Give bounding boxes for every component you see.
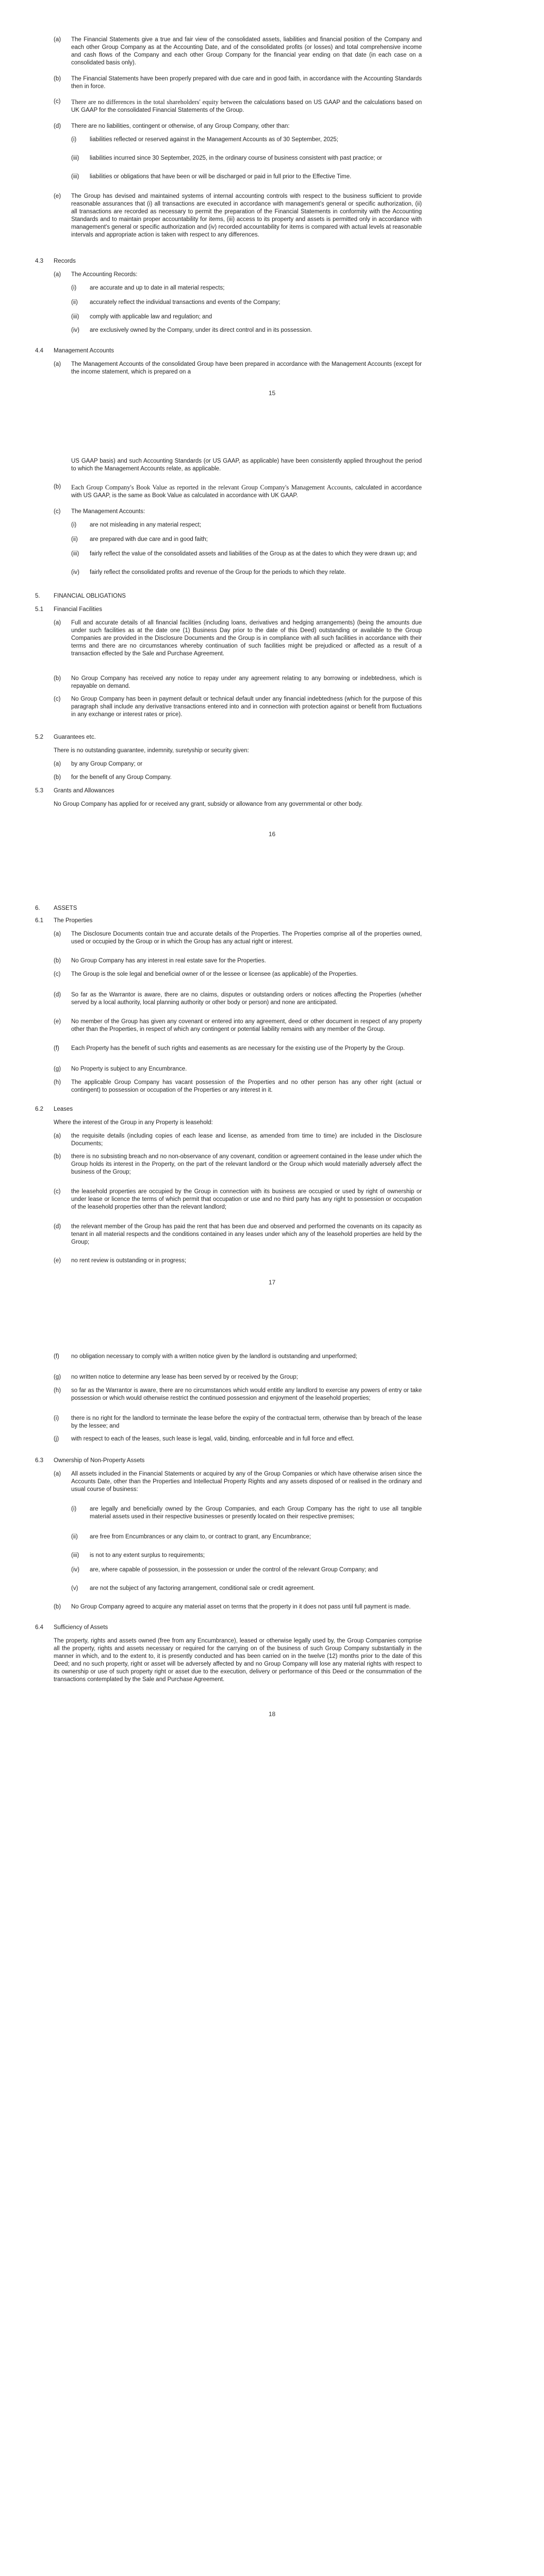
section-number: 6. — [35, 905, 40, 911]
subclause-text: are, where capable of possession, in the possession or under the control of the relevant Group Company; and — [90, 1567, 378, 1573]
section-number: 6.4 — [35, 1624, 43, 1631]
subclause-text: are not misleading in any material respect; — [90, 522, 202, 528]
section-number: 4.4 — [35, 348, 43, 354]
clause-label: (b) — [54, 774, 61, 781]
clause-label: (d) — [54, 992, 61, 998]
section-number: 5. — [35, 593, 40, 599]
section-number: 5.2 — [35, 734, 43, 740]
clause-label: (d) — [54, 1224, 61, 1230]
section-title: Guarantees etc. — [54, 734, 96, 740]
clause-label: (g) — [54, 1374, 61, 1380]
subclause-text: are not the subject of any factoring arrangement, conditional sale or credit agreement. — [90, 1585, 315, 1591]
clause-text: The Management Accounts of the consolidated Group have been prepared in accordance with the Management Accounts (except for the income statement, which is prepared on a — [71, 361, 422, 375]
clause-text: No Group Company has been in payment default or technical default under any financial indebtedness (which for the purpose of this paragraph shall include any derivative transactions entered into and in connection with protection against or benefit from fluctuations in any exchange or interest rates or price). — [71, 696, 422, 718]
clause-label: (e) — [54, 1019, 61, 1025]
section-title: ASSETS — [54, 905, 77, 911]
section-number: 6.1 — [35, 918, 43, 924]
clause-text: by any Group Company; or — [71, 761, 143, 767]
clause-label: (a) — [54, 1471, 61, 1477]
clause-text: the leasehold properties are occupied by the Group in connection with its business are occupied or used by right of ownership or under lease or licence the terms of which permit that occupation or use and no third party has any right to possession or occupation of the leasehold properties other than the relevant landlord; — [71, 1189, 422, 1210]
clause-text-rest: the calculations based on US GAAP and the calculations based on UK GAAP for the consolidated Financial Statements of the Group. — [71, 99, 422, 113]
section-title: Ownership of Non-Property Assets — [54, 1458, 145, 1464]
clause-text — [71, 483, 422, 500]
clause-label: (b) — [54, 1154, 61, 1160]
clause-label: (a) — [54, 37, 61, 43]
clause-text: the relevant member of the Group has paid the rent that has been due and observed and performed the covenants on its capacity as tenant in all material respects and the conditions contained in any leases under which any of the leasehold properties are held by the Group; — [71, 1224, 422, 1245]
subclause-label: (ii) — [71, 536, 78, 543]
clause-text: no rent review is outstanding or in progress; — [71, 1258, 187, 1264]
subclause-label: (i) — [71, 1506, 77, 1512]
section-title: FINANCIAL OBLIGATIONS — [54, 593, 126, 599]
clause-text: All assets included in the Financial Statements or acquired by any of the Group Companies or which have otherwise arisen since the Accounts Date, other than the Properties and Intellectual Property Rights and any assets disposed of or realised in the ordinary and usual course of business: — [71, 1471, 422, 1493]
section-title: Sufficiency of Assets — [54, 1624, 108, 1631]
subclause-label: (i) — [71, 522, 77, 528]
clause-label: (g) — [54, 1066, 61, 1072]
clause-text: there is no right for the landlord to terminate the lease before the expiry of the contractual term, otherwise than by breach of the lease by the lessee; and — [71, 1415, 422, 1429]
subclause-label: (ii) — [71, 1534, 78, 1540]
subclause-label: (i) — [71, 137, 77, 143]
subclause-text: are prepared with due care and in good faith; — [90, 536, 208, 543]
clause-text: for the benefit of any Group Company. — [71, 774, 172, 781]
subclause-text: fairly reflect the consolidated profits and revenue of the Group for the periods to which they relate. — [90, 569, 346, 575]
section-number: 5.1 — [35, 606, 43, 613]
clause-label: (c) — [54, 971, 61, 977]
subclause-text: are exclusively owned by the Company, under its direct control and in its possession. — [90, 327, 312, 333]
subclause-label: (iv) — [71, 569, 79, 575]
subclause-label: (iii) — [71, 551, 79, 557]
subclause-text: liabilities reflected or reserved against in the Management Accounts as of 30 September, 2025; — [90, 137, 339, 143]
subclause-label: (iii) — [71, 314, 79, 320]
clause-label: (c) — [54, 1189, 61, 1195]
clause-text: No Property is subject to any Encumbrance. — [71, 1066, 187, 1072]
subclause-label: (i) — [71, 285, 77, 291]
clause-label: (h) — [54, 1387, 61, 1394]
clause-label: (c) — [54, 696, 61, 702]
section-number: 4.3 — [35, 258, 43, 264]
page-number: 18 — [268, 1710, 276, 1718]
clause-text: The Financial Statements have been properly prepared with due care and in good faith, in accordance with the Accounting Standards then in force. — [71, 76, 422, 90]
clause-label: (a) — [54, 361, 61, 367]
clause-text: The Group has devised and maintained systems of internal accounting controls with respect to the business sufficient to provide reasonable assurances that (i) all transactions are executed in accordance with management's general or specific authorization, (ii) all transactions are recorded as necessary to permit the preparation of the Financial Statements in conformity with the Accounting Standards and to maintain proper accountability for items, (iii) access to its property and assets is permitted only in accordance with management's general or specific authorization and (iv) recorded accountability for items is compared with actual levels at reasonable intervals and appropriate action is taken with respect to any differences. — [71, 193, 422, 238]
clause-text: No Group Company has received any notice to repay under any agreement relating to any borrowing or indebtedness, which is repayable on demand. — [71, 675, 422, 689]
clause-text: The Management Accounts: — [71, 509, 145, 515]
page-number: 16 — [268, 831, 276, 838]
clause-label: (a) — [54, 931, 61, 937]
clause-text-rest: calculated in accordance with US GAAP, is the same as Book Value as calculated in accordance with UK GAAP. — [71, 485, 422, 499]
section-text: No Group Company has applied for or received any grant, subsidy or allowance from any governmental or other body. — [54, 801, 363, 807]
clause-text: Full and accurate details of all financial facilities (including loans, derivatives and hedging arrangements) (being the amounts due under such facilities as at the date one (1) Business Day prior to the date of this Deed) outstanding or available to the Group Companies are provided in the Disclosure Documents and the Group is in compliance with all such facilities in accordance with their terms and there are no circumstances whereby continuation of such facilities might be prejudiced or affected as a result of a transaction effected by the Sale and Purchase Agreement. — [71, 620, 422, 657]
clause-text: The Accounting Records: — [71, 272, 138, 278]
clause-text: Each Property has the benefit of such rights and easements as are necessary for the existing use of the Property by the Group. — [71, 1045, 405, 1052]
clause-text — [71, 98, 422, 114]
clause-text: There are no liabilities, contingent or otherwise, of any Group Company, other than: — [71, 123, 290, 129]
section-text: The property, rights and assets owned (free from any Encumbrance), leased or otherwise legally used by, the Group Companies comprise all the property, rights and assets necessary or required for the carrying on of the business of such Group Company substantially in the manner in which, and to the extent to, it is presently conducted and has been carried on in the twelve (12) months prior to the date of this Deed; and no such property, right or asset will be adversely affected by and no Group Company will lose any material rights with respect to its ownership or use of such property right or asset due to the execution, delivery or performance of this Deed or the consummation of the transactions contemplated by the Sale and Purchase Agreement. — [54, 1638, 422, 1683]
clause-text: so far as the Warrantor is aware, there are no circumstances which would entitle any landlord to exercise any powers of entry or take possession or which would otherwise restrict the continued possession and enjoyment of the leasehold properties; — [71, 1387, 422, 1401]
clause-text: The Financial Statements give a true and fair view of the consolidated assets, liabilities and financial position of the Company and each other Group Company as at the Accounting Date, and of the consolidated profits (or losses) and total comprehensive income and cash flows of the Company and each other Group Company for the financial year ending on that date (in each case on a consolidated basis only). — [71, 37, 422, 66]
clause-label: (c) — [54, 509, 61, 515]
subclause-text: is not to any extent surplus to requirements; — [90, 1552, 205, 1558]
clause-label: (b) — [54, 1604, 61, 1610]
clause-text: No Group Company agreed to acquire any material asset on terms that the property in it does not pass until full payment is made. — [71, 1604, 411, 1610]
subclause-label: (ii) — [71, 299, 78, 306]
clause-text: no obligation necessary to comply with a written notice given by the landlord is outstanding and unperformed; — [71, 1353, 357, 1360]
section-number: 6.3 — [35, 1458, 43, 1464]
subclause-text: liabilities or obligations that have been or will be discharged or paid in full prior to the Effective Time. — [90, 174, 352, 180]
clause-text: No Group Company has any interest in real estate save for the Properties. — [71, 958, 266, 964]
section-title: Records — [54, 258, 76, 264]
page-number: 15 — [268, 389, 276, 397]
subclause-text: fairly reflect the value of the consolidated assets and liabilities of the Group as at the dates to which they were drawn up; and — [90, 551, 417, 557]
clause-label: (e) — [54, 193, 61, 199]
clause-label: (b) — [54, 76, 61, 82]
clause-label: (a) — [54, 1133, 61, 1139]
subclause-label: (iii) — [71, 1552, 79, 1558]
clause-label: (b) — [54, 958, 61, 964]
subclause-label: (iv) — [71, 327, 79, 333]
clause-text: there is no subsisting breach and no non-observance of any covenant, condition or agreement contained in the lease under which the Group holds its interest in the Property, on the part of the relevant landlord or the Group which would materially adversely affect the business of the Group; — [71, 1154, 422, 1175]
clause-text: The Disclosure Documents contain true and accurate details of the Properties. The Properties comprise all of the properties owned, used or occupied by the Group or in which the Group has any actual right or interest. — [71, 931, 422, 945]
clause-continuation: US GAAP basis) and such Accounting Standards (or US GAAP, as applicable) have been consistently applied throughout the period to which the Management Accounts relate, as applicable. — [71, 458, 422, 472]
clause-label: (d) — [54, 123, 61, 129]
clause-text: no written notice to determine any lease has been served by or received by the Group; — [71, 1374, 298, 1380]
page-number: 17 — [268, 1279, 276, 1286]
clause-label: (a) — [54, 761, 61, 767]
subclause-label: (iv) — [71, 1567, 79, 1573]
section-title: Grants and Allowances — [54, 788, 114, 794]
clause-label: (f) — [54, 1045, 59, 1052]
clause-text: with respect to each of the leases, such lease is legal, valid, binding, enforceable and in full force and effect. — [71, 1436, 354, 1442]
subclause-text: are legally and beneficially owned by the Group Companies, and each Group Company has the right to use all tangible material assets used in their respective businesses or presently located on their respective premises; — [90, 1506, 422, 1520]
clause-label: (e) — [54, 1258, 61, 1264]
clause-text: the requisite details (including copies of each lease and license, as amended from time to time) are included in the Disclosure Documents; — [71, 1133, 422, 1147]
section-number: 6.2 — [35, 1106, 43, 1112]
clause-text: The applicable Group Company has vacant possession of the Properties and no other person has any other right (actual or contingent) to possession or occupation of the Properties or any interest in it. — [71, 1079, 422, 1093]
clause-label: (c) — [54, 98, 61, 105]
clause-text: The Group is the sole legal and beneficial owner of or the lessee or licensee (as applicable) of the Properties. — [71, 971, 358, 977]
section-text: There is no outstanding guarantee, indemnity, suretyship or security given: — [54, 748, 249, 754]
clause-label: (b) — [54, 675, 61, 682]
clause-label: (a) — [54, 272, 61, 278]
subclause-text: are free from Encumbrances or any claim to, or contract to grant, any Encumbrance; — [90, 1534, 311, 1540]
subclause-text: are accurate and up to date in all material respects; — [90, 285, 225, 291]
clause-label: (i) — [54, 1415, 59, 1421]
clause-label: (f) — [54, 1353, 59, 1360]
subclause-label: (iii) — [71, 174, 79, 180]
clause-text: So far as the Warrantor is aware, there are no claims, disputes or outstanding orders or notices affecting the Properties (whether served by a local authority, local planning authority or other body or person) and none are anticipated. — [71, 992, 422, 1006]
clause-text-serif: There are no differences in the total shareholders' equity between — [71, 98, 242, 106]
clause-label: (h) — [54, 1079, 61, 1086]
section-title: Leases — [54, 1106, 73, 1112]
section-title: The Properties — [54, 918, 93, 924]
section-text: Where the interest of the Group in any Property is leasehold: — [54, 1120, 213, 1126]
subclause-text: liabilities incurred since 30 September, 2025, in the ordinary course of business consistent with past practice; or — [90, 155, 382, 161]
section-title: Financial Facilities — [54, 606, 102, 613]
subclause-label: (iii) — [71, 155, 79, 161]
subclause-text: accurately reflect the individual transactions and events of the Company; — [90, 299, 281, 306]
section-number: 5.3 — [35, 788, 43, 794]
clause-label: (j) — [54, 1436, 59, 1442]
subclause-text: comply with applicable law and regulation; and — [90, 314, 212, 320]
clause-label: (a) — [54, 620, 61, 626]
section-title: Management Accounts — [54, 348, 114, 354]
clause-text: No member of the Group has given any covenant or entered into any agreement, deed or other document in respect of any property other than the Properties, in respect of which any contingent or potential liability remains with any member of the Group. — [71, 1019, 422, 1032]
subclause-label: (v) — [71, 1585, 78, 1591]
clause-text-serif: Each Group Company's Book Value as reported in the relevant Group Company's Management Accounts, — [71, 484, 353, 491]
clause-label: (b) — [54, 484, 61, 490]
